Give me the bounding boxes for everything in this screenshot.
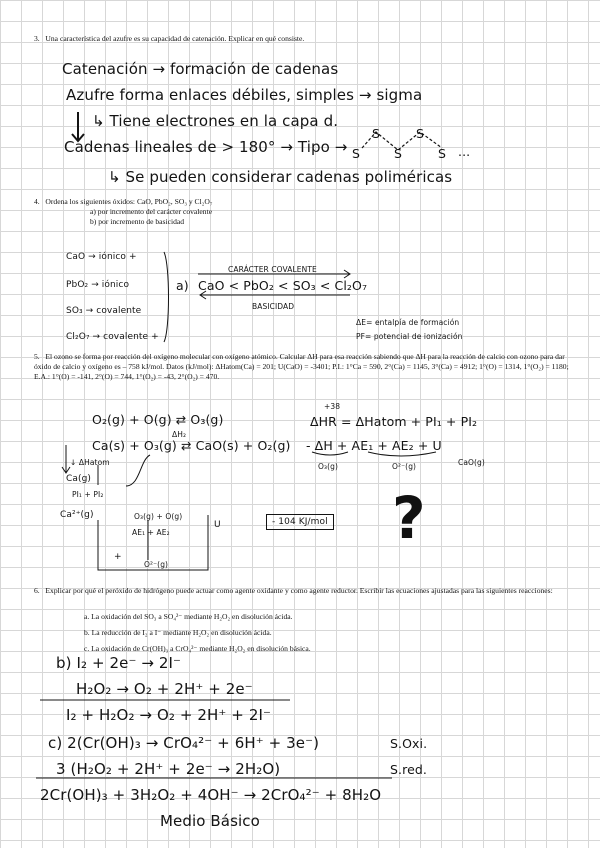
- q6-side-oxi: S.Oxi.: [390, 736, 428, 751]
- q5-eq-1: O₂(g) + O(g) ⇄ O₃(g): [92, 412, 224, 427]
- q5-under-o2: O²⁻(g): [392, 462, 417, 471]
- q6-item-a: a. La oxidación del SO₃ a SO₄²⁻ mediante H₂O₂ en disolución ácida.: [84, 612, 293, 621]
- q5-eq2-arrow-label: ΔH₂: [172, 430, 187, 439]
- q5-number: 5.: [34, 352, 40, 361]
- q5-formula-2: - ΔH + AE₁ + AE₂ + U: [306, 438, 442, 453]
- q4-sub-b: b) por incremento de basicidad: [90, 217, 185, 226]
- q5-cycle-o3: O₃(g) + O(g): [134, 512, 183, 521]
- q3-chain-s1: S: [352, 146, 361, 161]
- q5-cycle-u: U: [214, 520, 221, 530]
- q4-order: CaO < PbO₂ < SO₃ < Cl₂O₇: [198, 278, 368, 293]
- q5-cycle-pi: PI₁ + PI₂: [72, 490, 104, 499]
- q3-chain-s2: S: [372, 126, 381, 141]
- q5-question: [34, 352, 574, 382]
- q5-cycle-o2: O²⁻(g): [144, 560, 169, 569]
- q5-eq-2: Ca(s) + O₃(g) ⇄ CaO(s) + O₂(g): [92, 438, 291, 453]
- q3-line-5: ↳ Se pueden considerar cadenas poliméricas: [108, 168, 453, 186]
- q5-cycle-ca: Ca(g): [66, 474, 92, 484]
- q6-side-red: S.red.: [390, 762, 427, 777]
- q4-list-cl2o7: Cl₂O₇ → covalente +: [66, 332, 159, 342]
- q5-text: El ozono se forma por reacción del oxígeno molecular con oxígeno atómico. Calcular ΔH para esa reacción sabiendo que ΔH para la reacción de calcio con ozono para dar óxido de calcio y oxígeno es – 758 kJ/mol. Datos (kJ/mol): ΔHatom(Ca) = 201; U(CaO) = -3401; P.I.: 1°Ca = 590, 2°(Ca) = 1145, 3°(Ca) = 4912; 1°(O) = 1314, 1°(O₂) = 1180; E.A.: 1°(O) = -141, 2°(O) = 744, 1°(O₂) = -43, 2°(O₂) = 470.: [34, 352, 569, 381]
- q4-list-cao: CaO → iónico +: [66, 252, 137, 262]
- q6-line-6: 2Cr(OH)₃ + 3H₂O₂ + 4OH⁻ → 2CrO₄²⁻ + 8H₂O: [40, 786, 382, 804]
- q4-note-1: ΔE= entalpía de formación: [356, 318, 460, 327]
- q6-line-3: I₂ + H₂O₂ → O₂ + 2H⁺ + 2I⁻: [66, 706, 272, 724]
- q5-cycle-ae: AE₁ + AE₂: [132, 528, 170, 537]
- q4-covalent-label: CARÁCTER COVALENTE: [228, 265, 317, 274]
- q5-under-cao: CaO(g): [458, 458, 485, 467]
- q3-line-3: ↳ Tiene electrones en la capa d.: [92, 112, 339, 130]
- q3-line-2: Azufre forma enlaces débiles, simples → sigma: [66, 86, 423, 104]
- question-mark-icon: ?: [392, 484, 426, 552]
- q4-sub-a: a) por incremento del carácter covalente: [90, 207, 213, 216]
- q6-text: Explicar por qué el peróxido de hidrógeno puede actuar como agente oxidante y como agente reductor. Escribir las ecuaciones ajustadas para las siguientes reacciones:: [45, 586, 553, 595]
- q3-chain-s3: S: [394, 146, 403, 161]
- q5-cycle-plus: +: [114, 552, 122, 562]
- q3-number: 3.: [34, 34, 40, 43]
- q4-number: 4.: [34, 197, 40, 206]
- q5-cycle-ca2: Ca²⁺(g): [60, 510, 94, 520]
- q3-chain-s5: S: [438, 146, 447, 161]
- q5-formula: ΔHR = ΔHatom + PI₁ + PI₂: [310, 414, 478, 429]
- q6-medio-basico: Medio Básico: [160, 812, 260, 830]
- q6-line-4: c) 2(Cr(OH)₃ → CrO₄²⁻ + 6H⁺ + 3e⁻): [48, 734, 320, 752]
- q6-line-5: 3 (H₂O₂ + 2H⁺ + 2e⁻ → 2H₂O): [56, 760, 281, 778]
- q4-order-label: a): [176, 278, 189, 293]
- q4-list-pbo2: PbO₂ → iónico: [66, 280, 130, 290]
- q6-line-2: H₂O₂ → O₂ + 2H⁺ + 2e⁻: [76, 680, 253, 698]
- q6-number: 6.: [34, 586, 40, 595]
- q3-chain-s4: S: [416, 126, 425, 141]
- q3-chain-ellipsis: ...: [458, 144, 471, 159]
- q6-item-c: c. La oxidación de Cr(OH)₃ a CrO₄²⁻ mediante H₂O₂ en disolución básica.: [84, 644, 311, 653]
- q5-result-box: - 104 KJ/mol: [266, 514, 334, 530]
- q3-text: Una característica del azufre es su capacidad de catenación. Explicar en qué consiste.: [45, 34, 305, 43]
- q4-basic-label: BASICIDAD: [252, 302, 295, 311]
- q6-question: [34, 586, 574, 596]
- q3-line-1: Catenación → formación de cadenas: [62, 60, 339, 78]
- q6-line-1: b) I₂ + 2e⁻ → 2I⁻: [56, 654, 182, 672]
- q4-note-2: PF= potencial de ionización: [356, 332, 463, 341]
- q5-under-o3: O₃(g): [318, 462, 339, 471]
- q6-item-b: b. La reducción de I₂ a I⁻ mediante H₂O₂ en disolución ácida.: [84, 628, 272, 637]
- q3-line-4: Cadenas lineales de > 180° → Tipo →: [64, 138, 348, 156]
- q4-text: Ordena los siguientes óxidos: CaO, PbO₂, SO₃ y Cl₂O₇: [45, 197, 213, 206]
- q3-question: [34, 34, 574, 44]
- q5-cycle-atom: ↓ ΔHatom: [70, 458, 110, 467]
- q4-list-so3: SO₃ → covalente: [66, 306, 142, 316]
- q5-top-value: +38: [324, 402, 341, 411]
- q4-question: [34, 197, 574, 207]
